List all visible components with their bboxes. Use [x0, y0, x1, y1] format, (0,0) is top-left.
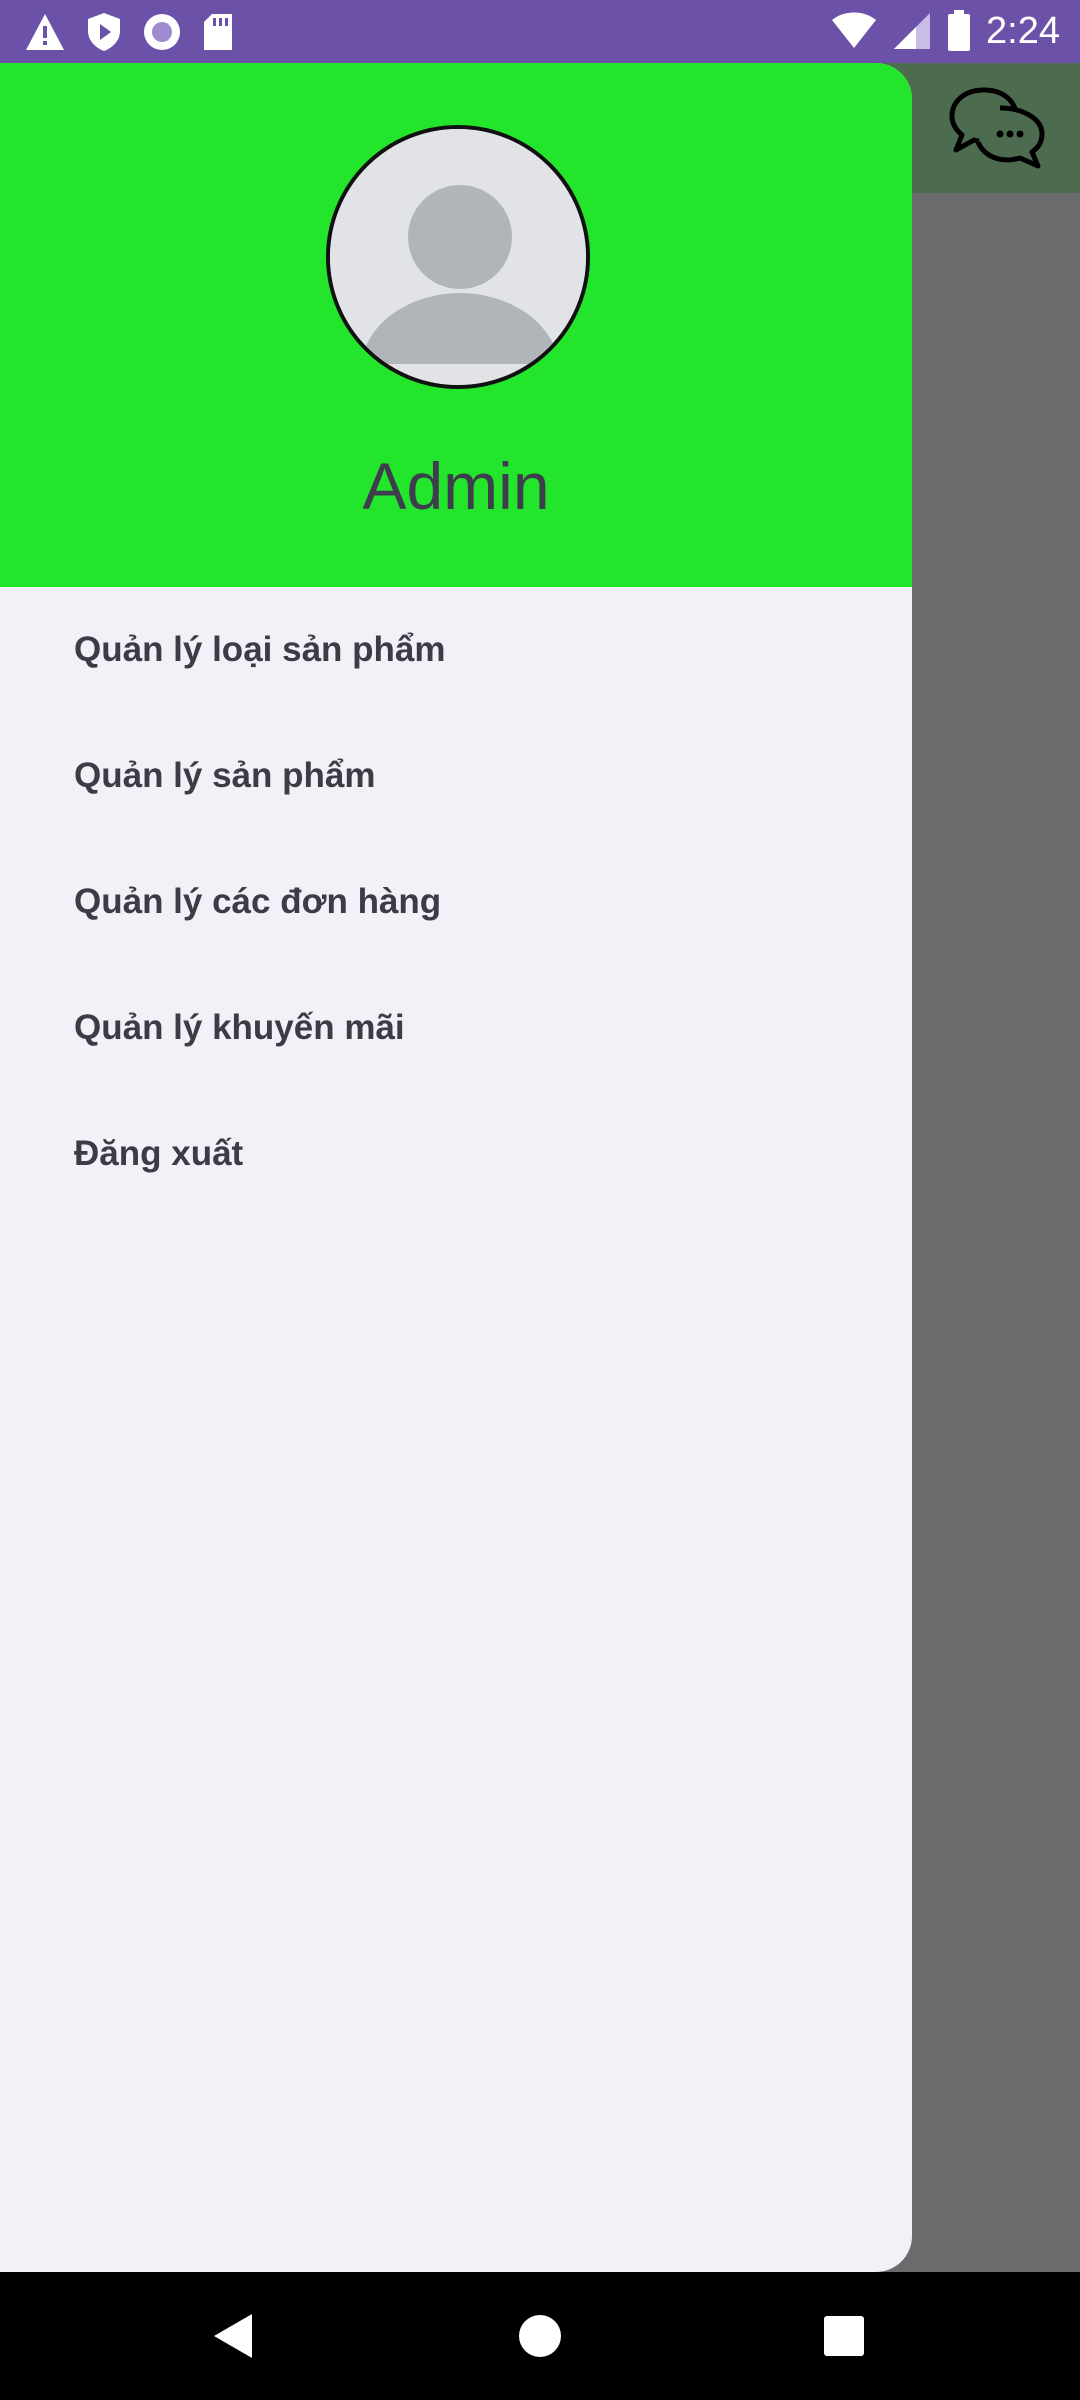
menu-item-product-management[interactable]: [0, 713, 912, 839]
battery-icon: [946, 10, 972, 52]
menu-item-category-management[interactable]: [0, 587, 912, 713]
circle-icon: [142, 12, 182, 52]
system-nav-bar: [0, 2272, 1080, 2400]
menu-item-label: Quản lý khuyến mãi: [74, 1008, 405, 1047]
drawer-header: [0, 63, 912, 587]
alert-icon: [24, 12, 66, 52]
user-name: Admin: [362, 449, 550, 523]
menu-item-label: Quản lý sản phẩm: [74, 756, 376, 795]
recents-icon[interactable]: [814, 2306, 874, 2366]
menu-item-promotion-management[interactable]: [0, 965, 912, 1091]
menu-item-logout[interactable]: [0, 1091, 912, 1217]
signal-icon: [892, 11, 932, 51]
menu-item-label: Quản lý loại sản phẩm: [74, 630, 446, 669]
menu-item-order-management[interactable]: [0, 839, 912, 965]
avatar[interactable]: [326, 125, 590, 389]
wifi-icon: [830, 12, 878, 50]
user-placeholder-icon: [330, 129, 586, 385]
shield-play-icon: [86, 11, 122, 53]
menu-item-label: Đăng xuất: [74, 1134, 244, 1173]
status-bar: [0, 0, 1080, 63]
drawer-menu: [0, 587, 912, 1217]
status-time: 2:24: [986, 9, 1060, 52]
back-icon[interactable]: [206, 2306, 266, 2366]
sd-card-icon: [202, 12, 234, 52]
menu-item-label: Quản lý các đơn hàng: [74, 882, 442, 921]
home-icon[interactable]: [510, 2306, 570, 2366]
chat-bubbles-icon[interactable]: [944, 78, 1054, 178]
navigation-drawer: [0, 63, 912, 2272]
